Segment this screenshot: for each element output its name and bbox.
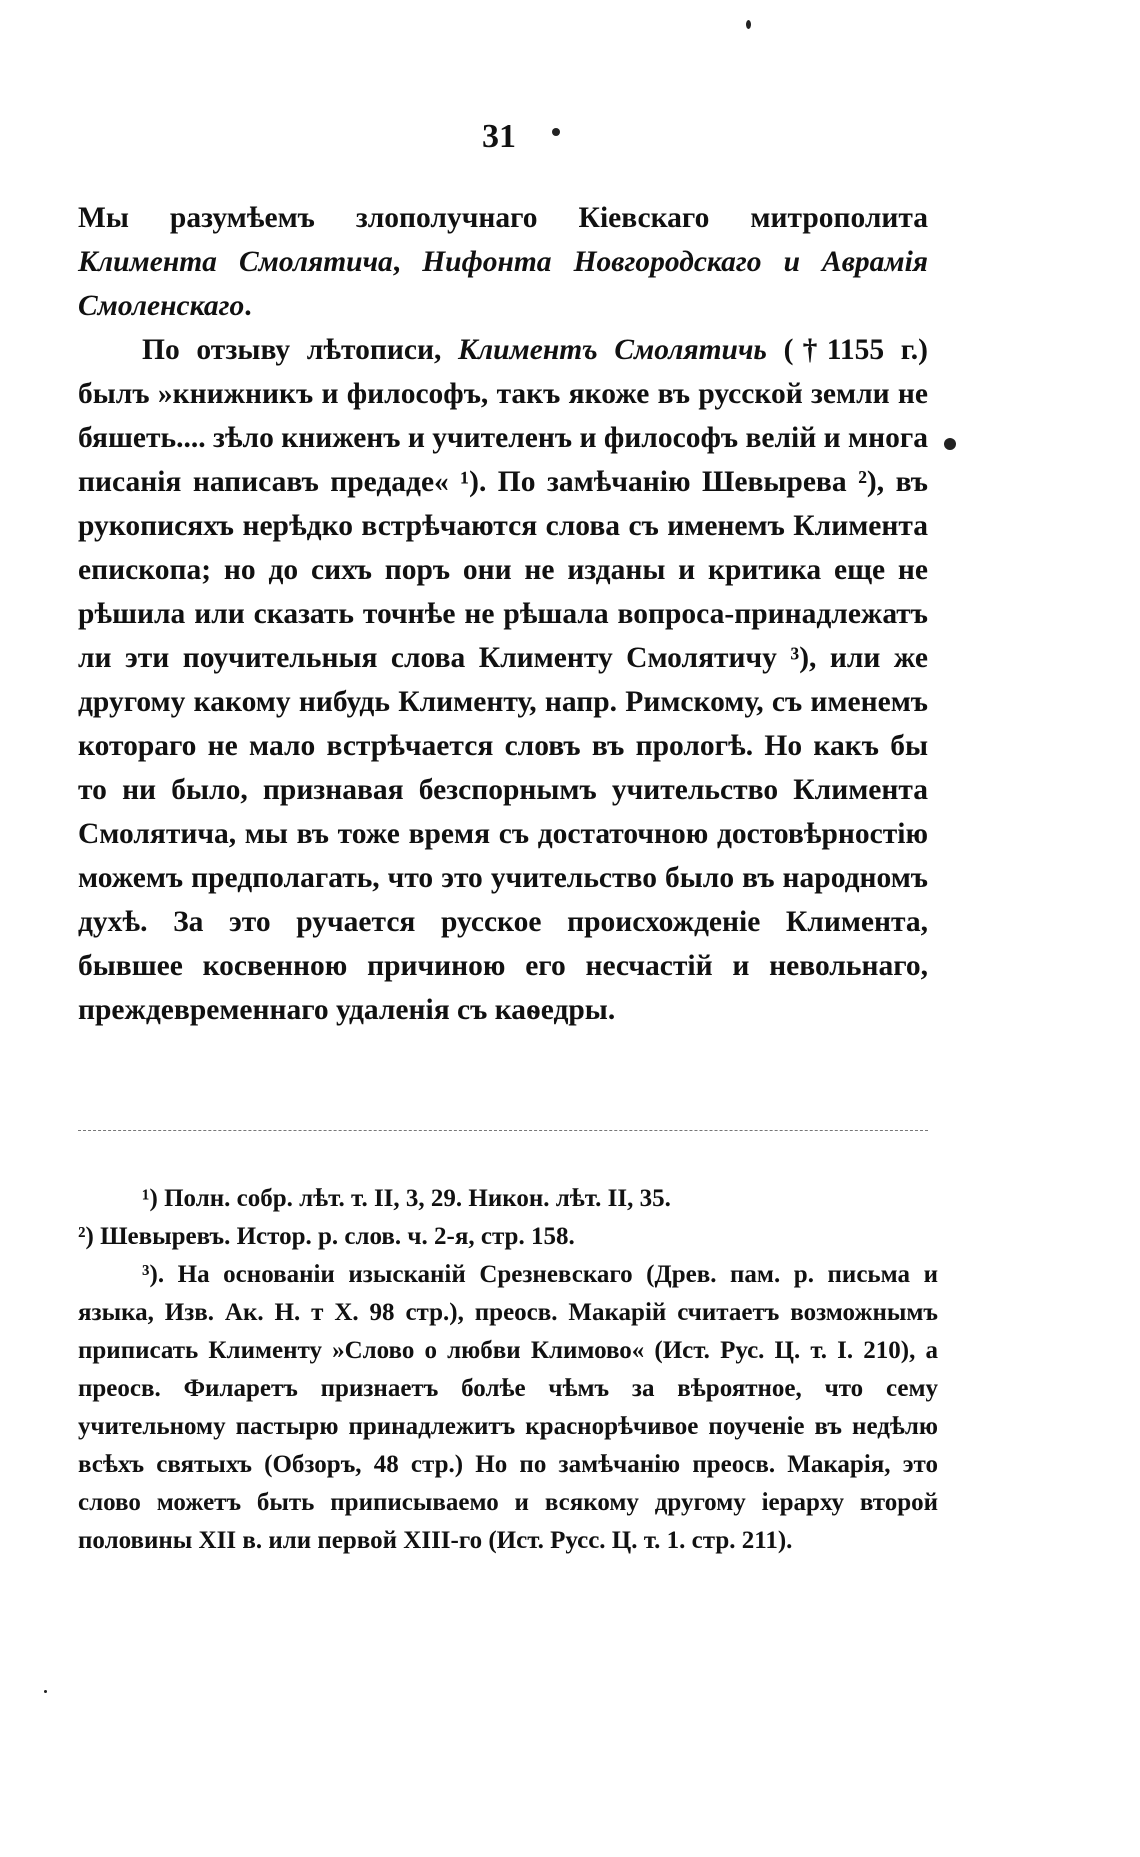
ink-speck (552, 128, 560, 136)
footnote-mark: ³) (142, 1261, 158, 1288)
name-kliment-smolyatich: Климентъ Смолятичь (457, 334, 767, 366)
page-number: 31 (482, 118, 516, 155)
footnote-separator (78, 1130, 928, 1131)
footnote-text: Полн. собр. лѣт. т. II, 3, 29. Никон. лѣт. II, 35. (157, 1185, 671, 1212)
p2-intro: По отзыву лѣтописи, (142, 334, 458, 366)
p1-text: Мы разумѣемъ злополучнаго Кіевскаго митрополита (78, 202, 928, 234)
p1-end: . (244, 290, 252, 322)
footnotes (78, 1180, 938, 1560)
paragraph-2 (78, 328, 928, 1032)
main-text (78, 196, 928, 1032)
footnote-text: Шевыревъ. Истор. р. слов. ч. 2-я, стр. 158. (93, 1223, 575, 1250)
paragraph-1 (78, 196, 928, 328)
ink-speck (44, 1690, 47, 1693)
footnote-3 (78, 1256, 938, 1560)
names-nifont-avramiy: Нифонта Новгородскаго и Аврамія Смоленскаго (78, 246, 928, 322)
ink-speck (944, 438, 956, 450)
footnote-mark: ¹) (142, 1185, 158, 1212)
footnote-text: . На основаніи изысканій Срезневскаго (Древ. пам. р. письма и языка, Изв. Ак. Н. т X. 98 стр.), преосв. Макарій считаетъ возможнымъ приписать Клименту »Слово о любви Климово« (Ист. Рус. Ц. т. I. 210), а преосв. Филаретъ признаетъ болѣе чѣмъ за вѣроятное, что сему учительному пастырю принадлежитъ краснорѣчивое поученіе въ недѣлю всѣхъ святыхъ (Обзоръ, 48 стр.) Но по замѣчанію преосв. Макарія, это слово можетъ быть приписываемо и всякому другому іерарху второй половины XII в. или первой XIII-го (Ист. Русс. Ц. т. 1. стр. 211). (78, 1261, 938, 1554)
name-kliment: Климента Смолятича (78, 246, 393, 278)
p1-sep: , (392, 246, 423, 278)
footnote-1 (78, 1180, 938, 1218)
p2-text: (†1155 г.) былъ »книжникъ и философъ, такъ якоже въ русской земли не бяшеть.... зѣло книженъ и учителенъ и философъ велій и многа писанія написавъ предаде« ¹). По замѣчанію Шевырева ²), въ рукописяхъ нерѣдко встрѣчаются слова съ именемъ Климента епископа; но до сихъ поръ они не изданы и критика еще не рѣшила или сказать точнѣе не рѣшала вопроса-принадлежатъ ли эти поучительныя слова Клименту Смолятичу ³), или же другому какому нибудь Клименту, напр. Римскому, съ именемъ котораго не мало встрѣчается словъ въ прологѣ. Но какъ бы то ни было, признавая безспорнымъ учительство Климента Смолятича, мы въ тоже время съ достаточною достовѣрностію можемъ предполагать, что это учительство было въ народномъ духѣ. За это ручается русское происхожденіе Климента, бывшее косвенною причиною его несчастій и невольнаго, преждевременнаго удаленія съ каѳедры. (78, 334, 928, 1026)
footnote-2 (78, 1218, 938, 1256)
footnote-mark: ²) (78, 1223, 94, 1250)
ink-speck (746, 20, 751, 29)
